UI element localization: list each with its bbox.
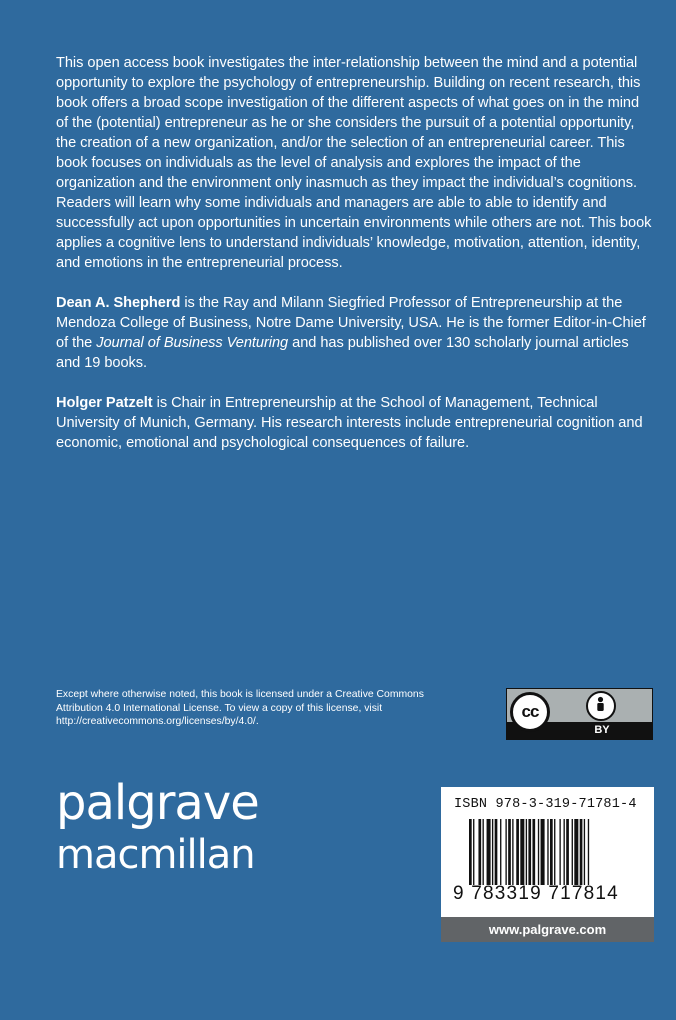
barcode-icon xyxy=(469,819,629,885)
publisher-website[interactable]: www.palgrave.com xyxy=(441,917,654,942)
book-description: This open access book investigates the inter-relationship between the mind and a potential opportunity to explore the psychology of entrepreneurship. Building on recent research, this book offers a broad scope investigation of the different aspects of what goes on in the mind of the (potential) entrepreneur as he or she considers the pursuit of a potential opportunity, the creation of a new organization, and/or the selection of an entrepreneurial career. This book focuses on individuals as the level of analysis and explores the impact of the organization and the environment only inasmuch as they impact the individual’s cognitions. Readers will learn why some individuals and managers are able to able to identify and successfully act upon opportunities in uncertain environments while others are not. This book applies a cognitive lens to understand individuals’ knowledge, motivation, attention, identity, and emotions in the entrepreneurial process. xyxy=(56,55,652,271)
author-bio-text: and has published over 130 scholarly journal articles and 19 books. xyxy=(56,335,629,371)
logo-line-1: palgrave xyxy=(56,775,259,831)
logo-line-2: macmillan xyxy=(56,832,255,878)
attribution-person-icon xyxy=(586,691,616,721)
barcode-digits: 9 783319 717814 xyxy=(453,883,619,904)
by-label: BY xyxy=(594,724,610,736)
author-bio-text: is the Ray and Milann Siegfried Professor of Entrepreneurship at the Mendoza College of Business, Notre Dame University, USA. He is the former Editor-in-Chief of the xyxy=(56,295,646,351)
author-bio-shepherd xyxy=(56,293,652,373)
publisher-logo xyxy=(56,775,259,879)
cc-by-license-badge xyxy=(506,688,653,740)
isbn-label: ISBN 978-3-319-71781-4 xyxy=(454,797,637,812)
journal-title: Journal of Business Venturing xyxy=(96,335,289,351)
author-name: Holger Patzelt xyxy=(56,395,153,411)
license-notice: Except where otherwise noted, this book is licensed under a Creative Commons Attribution 4.0 International License. To view a copy of this license, visit http://creativecommons.org/licenses/by/4.0/. xyxy=(56,689,424,727)
isbn-barcode-box xyxy=(441,787,654,917)
author-bio-text: is Chair in Entrepreneurship at the School of Management, Technical University of Munich, Germany. His research interests include entrepreneurial cognition and economic, emotional and psychological consequences of failure. xyxy=(56,395,643,451)
author-name: Dean A. Shepherd xyxy=(56,295,181,311)
cc-icon: cc xyxy=(510,692,550,732)
author-bio-patzelt xyxy=(56,393,652,453)
back-cover-text xyxy=(56,53,652,473)
